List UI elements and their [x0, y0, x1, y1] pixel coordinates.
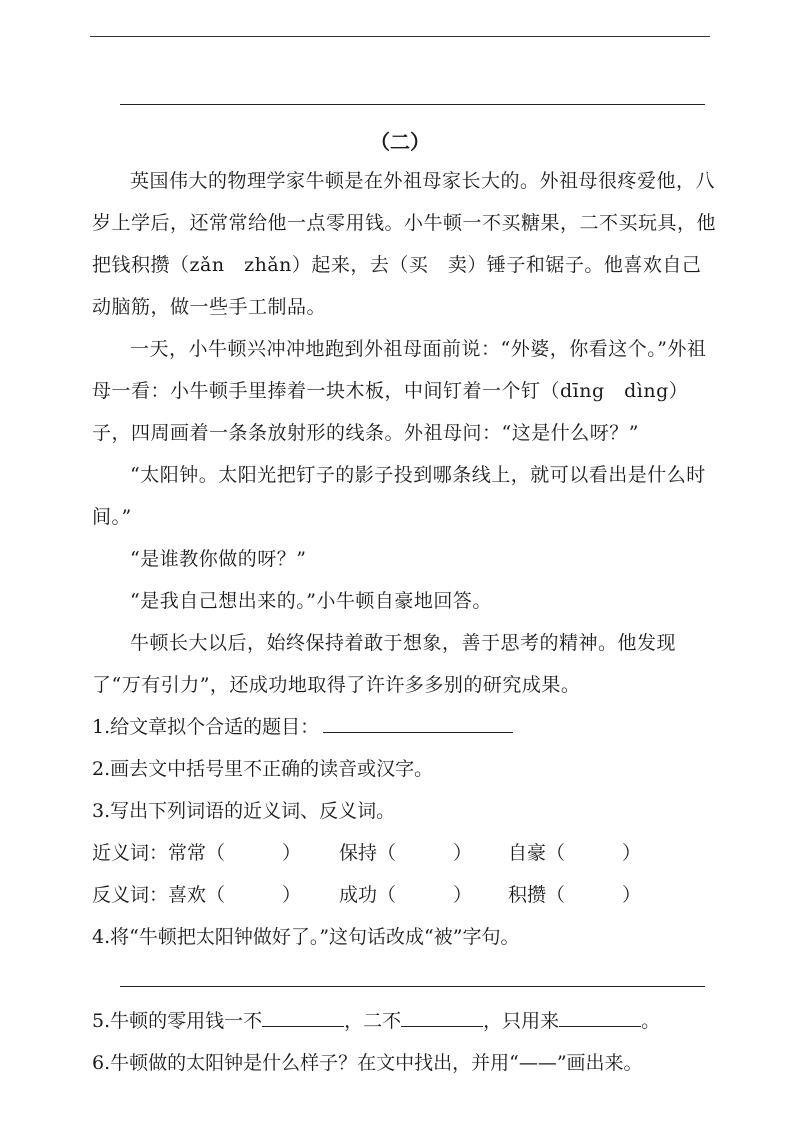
question-5	[92, 1000, 660, 1042]
answer-line-previous[interactable]	[120, 104, 705, 105]
passage-paragraph-5: “是我自己想出来的。”小牛顿自豪地回答。	[130, 590, 492, 612]
antonym-item-2[interactable]: 成功（ ）	[339, 884, 473, 906]
section-title: （二）	[370, 130, 430, 154]
blank-1[interactable]	[262, 1006, 344, 1027]
header-rule	[90, 36, 710, 37]
question-4-answer-line[interactable]	[120, 986, 705, 987]
question-5-mid1: ，二不	[344, 1010, 402, 1032]
question-2: 2.画去文中括号里不正确的读音或汉字。	[92, 758, 434, 780]
question-5-mid2: ，只用来	[483, 1010, 560, 1032]
synonym-item-3[interactable]: 自豪（ ）	[508, 842, 642, 864]
question-5-prefix: 5.牛顿的零用钱一不	[92, 1010, 263, 1032]
synonym-item-1[interactable]: 近义词：常常（ ）	[92, 842, 302, 864]
passage-paragraph-2: 一天，小牛顿兴冲冲地跑到外祖母面前说：“外婆，你看这个。”外祖母一看：小牛顿手里捧着一块木板，中间钉着一个钉（dīng dìng）子，四周画着一条条放射形的线条。外祖母问：“这是什么呀？”	[92, 338, 707, 444]
synonym-item-2[interactable]: 保持（ ）	[339, 842, 473, 864]
antonym-item-1[interactable]: 反义词：喜欢（ ）	[92, 884, 302, 906]
title-answer-blank[interactable]	[323, 712, 513, 733]
question-3: 3.写出下列词语的近义词、反义词。	[92, 800, 396, 822]
antonym-item-3[interactable]: 积攒（ ）	[508, 884, 642, 906]
question-1	[92, 706, 513, 748]
question-1-text: 1.给文章拟个合适的题目：	[92, 716, 320, 738]
blank-2[interactable]	[401, 1006, 483, 1027]
question-4: 4.将“牛顿把太阳钟做好了。”这句话改成“被”字句。	[92, 926, 520, 948]
question-6: 6.牛顿做的太阳钟是什么样子？在文中找出，并用“——”画出来。	[92, 1052, 643, 1074]
passage-paragraph-6: 牛顿长大以后，始终保持着敢于想象，善于思考的精神。他发现了“万有引力”，还成功地取得了许许多多别的研究成果。	[92, 632, 677, 696]
passage-paragraph-3: “太阳钟。太阳光把钉子的影子投到哪条线上，就可以看出是什么时间。”	[92, 464, 706, 528]
passage-paragraph-4: “是谁教你做的呀？”	[130, 548, 307, 570]
passage-paragraph-1: 英国伟大的物理学家牛顿是在外祖母家长大的。外祖母很疼爱他，八岁上学后，还常常给他一点零用钱。小牛顿一不买糖果，二不买玩具，他把钱积攒（zǎn zhǎn）起来，去（买 卖）锤子和锯子。他喜欢自己动脑筋，做一些手工制品。	[92, 170, 717, 318]
question-5-suffix: 。	[641, 1010, 661, 1032]
blank-3[interactable]	[559, 1006, 641, 1027]
